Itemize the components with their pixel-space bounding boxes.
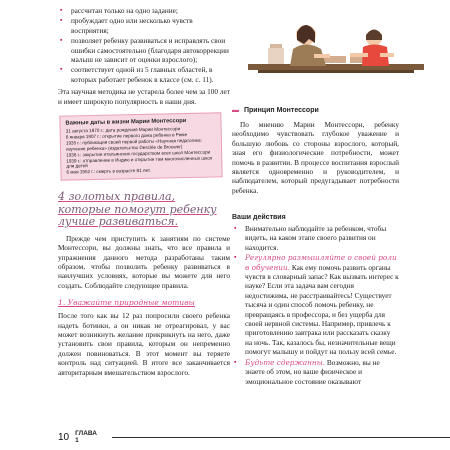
method-text: Эта научная методика не устарела более чем за 100 лет и имеет широкую популярность в наши дня.	[58, 87, 230, 106]
action-item	[232, 253, 399, 356]
date-item: 1939 г.: отправление в Индию и открытие там многочисленных школ для детей	[66, 155, 213, 170]
date-item: 1936 г.: закрытие итальянских государством всех школ Монтессори	[66, 149, 211, 158]
chapter-label: ГЛАВА 1	[75, 430, 97, 444]
footer	[58, 430, 450, 444]
rule-1-text: После того как вы 12 раз попросили своего ребенка надеть ботинки, а он никак не отреагировал, у вас может возникнуть желание прикрикнуть на него, даже установить свои правила, которым он непременно должен повиноваться. В этот момент вы теряете контроль над ситуацией. В итоге все заканчивается авторитарным вмешательством взрослого.	[58, 311, 230, 377]
date-item: 1935 г.: публикация своей первой работы «Научная педагогика: изучение ребенка» (издательство Desclée de Brouwer)	[65, 137, 202, 152]
dates-box-title: Важные даты в жизни Марии Монтессори	[65, 118, 187, 127]
action-emphasis: Будьте сдержанны.	[245, 357, 325, 367]
left-column	[58, 6, 230, 377]
bullet-item: ▪ позволяет ребенку развиваться и исправлять свои ошибки самостоятельно (благодаря автокоррекции малыш не зависит от оценки взрослого);	[58, 36, 230, 64]
mother-child-illustration	[248, 8, 424, 103]
bullet-item: ▪ соответствует одной из 5 главных областей, в которых работает ребенок в классе (см. с. 11).	[58, 65, 230, 84]
page-number: 10	[58, 431, 70, 443]
date-item: 6 мая 1952 г.: смерть в возрасте 81 лет.	[66, 168, 151, 175]
action-emphasis: Регулярно размышляйте о своей роли в обучении.	[245, 253, 397, 272]
heading-dash-icon: ▬	[232, 107, 239, 114]
feature-bullets	[58, 6, 230, 84]
rule-1-heading: 1. Уважайте природные мотивы	[58, 298, 195, 308]
intro-text: Прежде чем приступить к занятиям по системе Монтессори, вы должны знать, что все правила и упражнения данного метода разработаны таким образом, чтобы позволить ребенку развиваться в наилучших условиях, которые вы можете для него создать. Соблюдайте следующие правила.	[58, 233, 230, 290]
actions-heading: Ваши действия	[232, 214, 286, 221]
principle-heading	[232, 107, 319, 114]
bullet-item: ▪ пробуждает одно или несколько чувств восприятия;	[58, 16, 230, 35]
action-item-text: Как ему помочь развить органы чувств в словарный запас? Как вызвать интерес к науке? Если эта задача вам сегодня недостижима, не расстраивайтесь! Существует тысяча и один способ помочь ребенку, не превращаясь в профессора, и без ущерба для своей нервной системы. Например, привлечь к приготовлению завтрака или рассказать сказку на ночь. Так, казалось бы, незначительные вещи помогут малышу и пойдут на пользу всей семье.	[245, 262, 399, 357]
principle-text: По мнению Марии Монтессори, ребенку необходимо чувствовать глубокое уважение и большую любовь со стороны взрослого, который, зная его физиологические потребности, может помочь в развитии. В процессе воспитания взрослый является одновременно и руководителем, и наблюдателем, который предугадывает потребности ребенка.	[232, 120, 399, 195]
date-item: 6 января 1907 г.: открытие первого дома ребенка в Риме	[65, 132, 188, 140]
principle-heading-text: Принцип Монтессори	[243, 107, 319, 114]
footer-rule	[112, 437, 450, 438]
action-item: ▪ Внимательно наблюдайте за ребенком, чтобы видеть, на каком этапе своего развития он находится.	[232, 224, 399, 252]
action-item-text: Возможно, вы не знаете об этом, но ваше физическое и эмоциональное состояние оказывают	[245, 357, 380, 386]
bullet-item: ▪ рассчитан только на одно задание;	[58, 6, 230, 15]
action-item	[232, 358, 399, 386]
date-item: 31 августа 1870 г.: дата рождения Марии Монтессори	[65, 126, 181, 134]
section-title: 4 золотых правила, которые помогут ребенку лучше развиваться.	[58, 190, 217, 229]
important-dates-box	[59, 112, 222, 181]
actions-list	[232, 224, 399, 387]
mother-figure	[290, 25, 330, 66]
